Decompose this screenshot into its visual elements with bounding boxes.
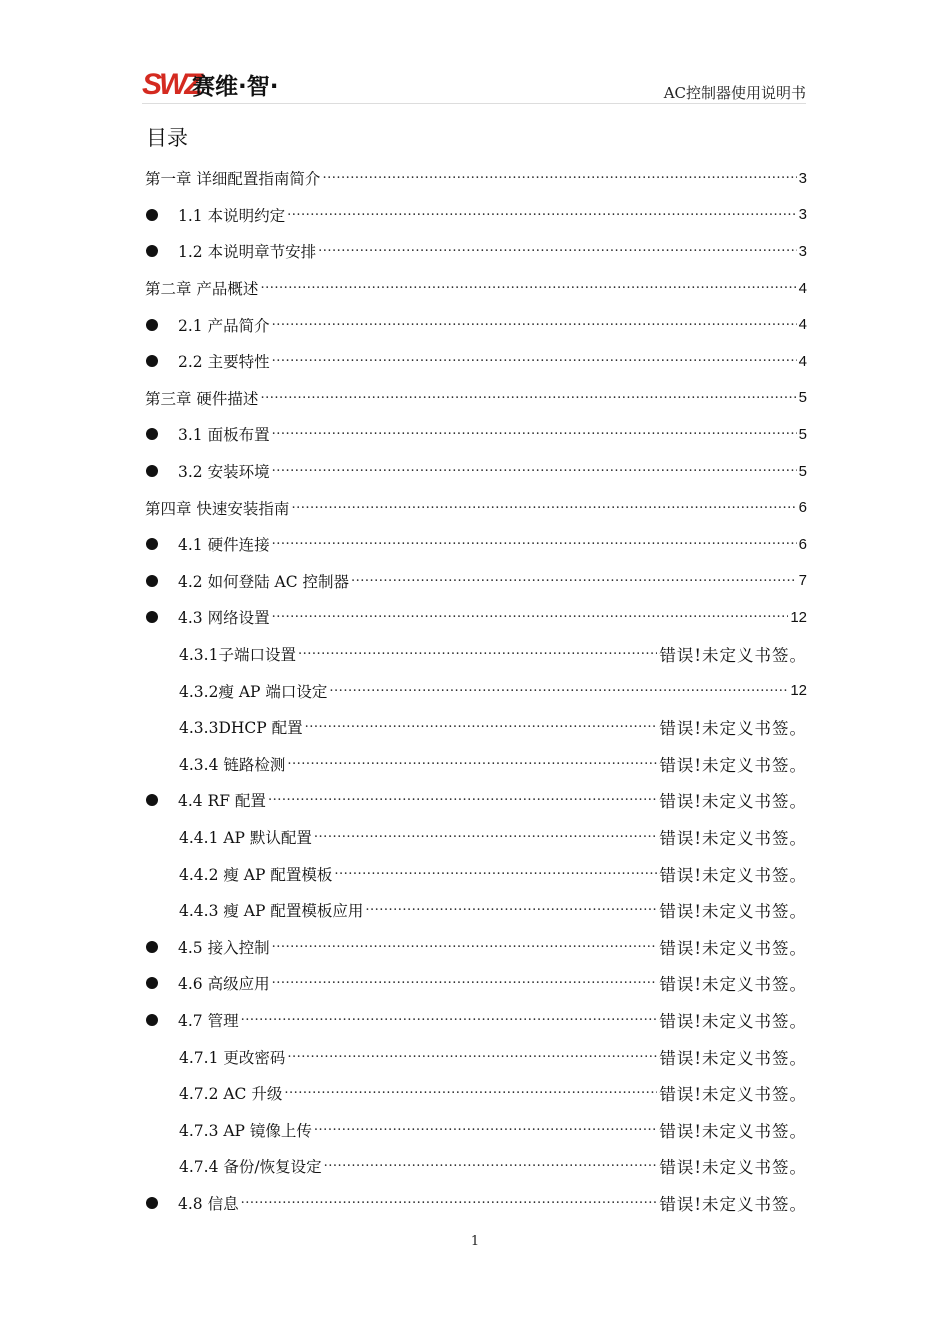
bullet-icon [146, 538, 158, 550]
dot-leader [314, 832, 657, 846]
toc-entry-page: 错误!未定义书签。 [659, 755, 807, 775]
dot-leader [272, 429, 797, 443]
toc-entry-page: 错误!未定义书签。 [659, 975, 807, 995]
dot-leader [272, 320, 797, 334]
toc-entry[interactable] [145, 306, 807, 343]
toc-entry-page: 错误!未定义书签。 [659, 1121, 807, 1141]
toc-entry-page: 4 [798, 279, 807, 297]
dot-leader [241, 1015, 658, 1029]
dot-leader [291, 503, 796, 517]
toc-entry[interactable] [145, 672, 807, 709]
toc-entry-label: 4.5 接入控制 [178, 938, 270, 957]
dot-leader [272, 466, 797, 480]
bullet-icon [146, 209, 158, 221]
logo-text: 赛维·智· [192, 74, 279, 100]
dot-leader [284, 1088, 657, 1102]
bullet-icon [146, 465, 158, 477]
bullet-icon [146, 575, 158, 587]
toc-entry-page: 5 [798, 425, 807, 443]
bullet-icon [146, 941, 158, 953]
toc-entry[interactable] [145, 1185, 807, 1222]
toc-entry-label: 第四章 快速安装指南 [145, 499, 290, 518]
toc-entry-page: 错误!未定义书签。 [659, 646, 807, 666]
logo-mark: SWZ [142, 68, 200, 100]
bullet-icon [146, 245, 158, 257]
dot-leader [268, 795, 657, 809]
toc-entry[interactable] [145, 1148, 807, 1185]
toc-entry-label: 4.7.4 备份/恢复设定 [179, 1158, 322, 1177]
toc-entry-label: 4.4.3 瘦 AP 配置模板应用 [179, 902, 364, 921]
toc-entry[interactable] [145, 1075, 807, 1112]
dot-leader [318, 246, 797, 260]
toc-entry[interactable] [145, 380, 807, 417]
toc-entry[interactable] [145, 270, 807, 307]
dot-leader [351, 576, 797, 590]
toc-entry[interactable] [145, 453, 807, 490]
dot-leader [272, 356, 797, 370]
toc-entry[interactable] [145, 526, 807, 563]
toc-entry[interactable] [145, 782, 807, 819]
toc-entry-label: 4.2 如何登陆 AC 控制器 [178, 572, 349, 591]
toc-entry[interactable] [145, 819, 807, 856]
toc-entry-label: 4.7.3 AP 镜像上传 [179, 1121, 312, 1140]
toc-entry-page: 6 [798, 535, 807, 553]
toc-entry-page: 4 [798, 316, 807, 334]
toc-entry-page: 6 [798, 499, 807, 517]
toc-entry-label: 4.6 高级应用 [178, 975, 270, 994]
toc-entry-page: 5 [798, 462, 807, 480]
dot-leader [322, 173, 796, 187]
toc-entry-page: 7 [798, 572, 807, 590]
dot-leader [272, 539, 797, 553]
toc-entry-page: 错误!未定义书签。 [659, 1194, 807, 1214]
toc-entry[interactable] [145, 709, 807, 746]
toc-entry[interactable] [145, 489, 807, 526]
toc-entry[interactable] [145, 636, 807, 673]
dot-leader [298, 649, 657, 663]
bullet-icon [146, 428, 158, 440]
header-divider [142, 103, 806, 104]
toc-entry[interactable] [145, 1111, 807, 1148]
toc-entry-label: 4.7.1 更改密码 [179, 1048, 286, 1067]
toc-entry-label: 4.3.4 链路检测 [179, 755, 286, 774]
toc-entry-page: 5 [798, 389, 807, 407]
toc-entry-label: 4.3.3DHCP 配置 [179, 719, 303, 738]
toc-entry[interactable] [145, 965, 807, 1002]
toc-entry-page: 错误!未定义书签。 [659, 828, 807, 848]
toc-entry-page: 错误!未定义书签。 [659, 902, 807, 922]
toc-entry-page: 12 [790, 682, 807, 700]
toc-heading: 目录 [146, 126, 188, 150]
toc-entry-label: 第一章 详细配置指南简介 [145, 170, 321, 189]
toc-entry[interactable] [145, 343, 807, 380]
table-of-contents [145, 160, 807, 1221]
toc-entry[interactable] [145, 928, 807, 965]
toc-entry-page: 错误!未定义书签。 [659, 792, 807, 812]
page-header [142, 66, 806, 106]
page-number: 1 [470, 1234, 480, 1249]
dot-leader [334, 869, 657, 883]
dot-leader [272, 978, 658, 992]
toc-entry[interactable] [145, 563, 807, 600]
toc-entry-label: 4.1 硬件连接 [178, 536, 270, 555]
dot-leader [272, 942, 658, 956]
toc-entry-label: 4.4.2 瘦 AP 配置模板 [179, 865, 333, 884]
toc-entry-page: 错误!未定义书签。 [659, 1048, 807, 1068]
toc-entry-page: 12 [790, 608, 807, 626]
bullet-icon [146, 1197, 158, 1209]
toc-entry-label: 4.4.1 AP 默认配置 [179, 828, 312, 847]
toc-entry[interactable] [145, 160, 807, 197]
toc-entry-label: 1.1 本说明约定 [178, 206, 286, 225]
toc-entry[interactable] [145, 855, 807, 892]
dot-leader [260, 393, 796, 407]
toc-entry-page: 4 [798, 352, 807, 370]
bullet-icon [146, 977, 158, 989]
dot-leader [287, 1052, 657, 1066]
toc-entry-page: 错误!未定义书签。 [659, 1158, 807, 1178]
toc-entry-page: 错误!未定义书签。 [659, 865, 807, 885]
toc-entry-page: 3 [798, 242, 807, 260]
toc-entry-label: 2.1 产品简介 [178, 316, 270, 335]
dot-leader [241, 1198, 658, 1212]
toc-entry-label: 4.3.1子端口设置 [179, 646, 296, 665]
toc-entry-label: 3.2 安装环境 [178, 463, 270, 482]
toc-entry-label: 2.2 主要特性 [178, 353, 270, 372]
toc-entry-page: 错误!未定义书签。 [659, 938, 807, 958]
toc-entry-label: 4.7 管理 [178, 1011, 239, 1030]
dot-leader [287, 759, 657, 773]
toc-entry-page: 错误!未定义书签。 [659, 1011, 807, 1031]
toc-entry[interactable] [145, 1038, 807, 1075]
toc-entry-label: 第二章 产品概述 [145, 280, 259, 299]
toc-entry[interactable] [145, 746, 807, 783]
dot-leader [365, 905, 657, 919]
dot-leader [305, 722, 658, 736]
dot-leader [272, 612, 789, 626]
bullet-icon [146, 1014, 158, 1026]
bullet-icon [146, 355, 158, 367]
toc-entry-page: 错误!未定义书签。 [659, 1085, 807, 1105]
bullet-icon [146, 611, 158, 623]
company-logo [142, 66, 287, 100]
bullet-icon [146, 794, 158, 806]
dot-leader [324, 1161, 658, 1175]
toc-entry[interactable] [145, 1002, 807, 1039]
toc-entry-label: 第三章 硬件描述 [145, 389, 259, 408]
toc-entry-label: 3.1 面板布置 [178, 426, 270, 445]
toc-entry-page: 3 [798, 169, 807, 187]
toc-entry-label: 4.3.2瘦 AP 端口设定 [179, 682, 328, 701]
toc-entry[interactable] [145, 197, 807, 234]
toc-entry-label: 4.4 RF 配置 [178, 792, 266, 811]
toc-entry-label: 4.3 网络设置 [178, 609, 270, 628]
toc-entry-page: 3 [798, 206, 807, 224]
dot-leader [287, 210, 797, 224]
toc-entry[interactable] [145, 416, 807, 453]
dot-leader [314, 1125, 657, 1139]
dot-leader [260, 283, 796, 297]
dot-leader [329, 686, 788, 700]
toc-entry[interactable] [145, 233, 807, 270]
document-title: AC控制器使用说明书 [663, 84, 806, 102]
toc-entry-label: 4.7.2 AC 升级 [179, 1085, 283, 1104]
toc-entry-label: 4.8 信息 [178, 1194, 239, 1213]
toc-entry-label: 1.2 本说明章节安排 [178, 243, 317, 262]
toc-entry-page: 错误!未定义书签。 [659, 719, 807, 739]
bullet-icon [146, 319, 158, 331]
toc-entry[interactable] [145, 892, 807, 929]
toc-entry[interactable] [145, 599, 807, 636]
